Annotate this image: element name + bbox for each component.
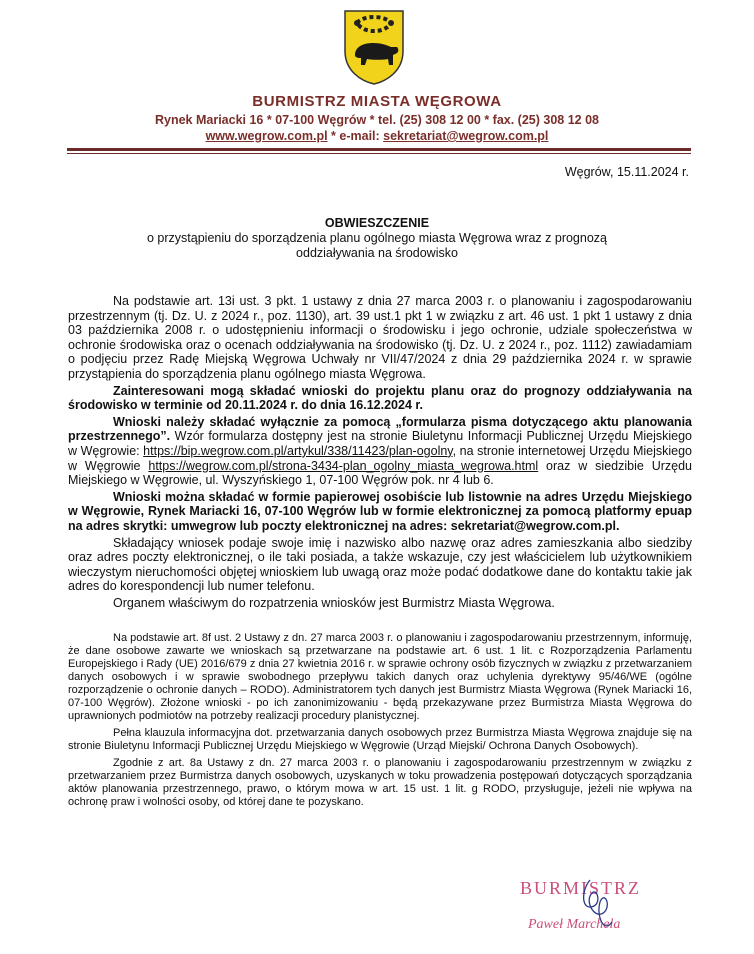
form-requirement: Wnioski należy składać wyłącznie za pomocą „formularza pisma dotyczącego aktu planowania przestrzennego”.	[68, 414, 692, 444]
rodo-paragraph-3: Zgodnie z art. 8a Ustawy z dn. 27 marca 2003 r. o planowaniu i zagospodarowaniu przestrzennym w związku z przetwarzaniem przez Burmistrza danych osobowych, uzyskanych w toku prowadzenia postępowań dotyczących sporządzania aktów planowania przestrzennego, prawo, o którym mowa w art. 15 ust. 1 lit. g RODO, przysługuje, jeżeli nie wpływa na ochronę praw i wolności osoby, od której dane te pozyskano.	[68, 757, 692, 808]
website-plan-link[interactable]: https://wegrow.com.pl/strona-3434-plan_ogolny_miasta_wegrowa.html	[148, 458, 539, 473]
coat-of-arms-icon	[343, 9, 405, 85]
bip-link[interactable]: https://bip.wegrow.com.pl/artykul/338/11423/plan-ogolny	[143, 443, 453, 458]
rodo-paragraph-2: Pełna klauzula informacyjna dot. przetwarzania danych osobowych przez Burmistrza Miasta Węgrowa znajduje się na stronie Biuletynu Informacji Publicznej Urzędu Miejskiego w Węgrowie (Urząd Miejski/ Ochrona Danych Osobowych).	[68, 727, 692, 752]
paragraph-authority: Organem właściwym do rozpatrzenia wniosków jest Burmistrz Miasta Węgrowa.	[113, 595, 555, 610]
paragraph-submission	[68, 490, 692, 534]
header-rule-thin	[67, 153, 691, 154]
notice-body	[68, 294, 692, 612]
mayor-stamp-signature	[520, 872, 660, 942]
issuer-title: BURMISTRZ MIASTA WĘGROWA	[252, 93, 502, 110]
paragraph-applicant-data: Składający wniosek podaje swoje imię i nazwisko albo nazwę oraz adres zamieszkania albo siedziby oraz adres poczty elektronicznej, o ile taki posiada, a także wskazuje, czy jest właścicielem lub użytkownikiem wieczystym nieruchomości objętej wnioskiem lub uwagą oraz może podać dodatkowe dane do kontaktu takie jak adres do korespondencji lub numer telefonu.	[68, 535, 692, 594]
paragraph-form	[68, 415, 692, 488]
issuer-address: Rynek Mariacki 16 * 07-100 Węgrów * tel. (25) 308 12 00 * fax. (25) 308 12 08	[154, 113, 599, 127]
notice-title: OBWIESZCZENIE	[324, 216, 430, 230]
form-text-b: , na stronie internetowej Urzędu Miejskiego w Węgrowie	[68, 443, 692, 473]
email-label: * e-mail:	[327, 129, 384, 143]
paragraph-legal-basis: Na podstawie art. 13i ust. 3 pkt. 1 ustawy z dnia 27 marca 2003 r. o planowaniu i zagospodarowaniu przestrzennym (tj. Dz. U. z 2024 r., poz. 1130), art. 39 ust.1 pkt 1 w związku z art. 46 ust. 1 pkt 1 ustawy z dnia 03 października 2008 r. o udostępnieniu informacji o środowisku i jego ochronie, udziale społeczeństwa w ochronie środowiska oraz o ocenach oddziaływania na środowisko (tj. Dz. U. z 2024 r., poz. 1112) zawiadamiam o podjęciu przez Radę Miejską Węgrowa Uchwały nr VII/47/2024 z dnia 29 października 2024 r. w sprawie przystąpienia do sporządzenia planu ogólnego miasta Węgrowa.	[68, 294, 692, 381]
form-text-c: oraz w siedzibie Urzędu Miejskiego w Węgrowie, ul. Wyszyńskiego 1, 07-100 Węgrów pok. nr 4 lub 6.	[68, 458, 692, 488]
header-rule	[67, 148, 691, 151]
rodo-paragraph-1: Na podstawie art. 8f ust. 2 Ustawy z dn. 27 marca 2003 r. o planowaniu i zagospodarowaniu przestrzennym, informuję, że dane osobowe zawarte we wnioskach są przetwarzane na podstawie art. 6 ust. 1 lit. c Rozporządzenia Parlamentu Europejskiego i Rady (UE) 2016/679 z dnia 27 kwietnia 2016 r. w sprawie ochrony osób fizycznych w związku z przetwarzaniem danych osobowych i w sprawie swobodnego przepływu takich danych oraz uchylenia dyrektywy 95/46/WE (ogólne rozporządzenie o ochronie danych – RODO). Administratorem tych danych jest Burmistrz Miasta Węgrowa (Rynek Mariacki 16, 07-100 Węgrów). Złożone wnioski - po ich zanonimizowaniu - będą przekazywane przez Burmistrza Miasta Węgrowa do uprawnionych podmiotów na potrzeby realizacji procedury planistycznej.	[68, 632, 692, 722]
email-link[interactable]: sekretariat@wegrow.com.pl	[383, 129, 549, 143]
stamp-title: BURMISTRZ	[520, 878, 642, 898]
submission-text: Wnioski można składać w formie papierowej osobiście lub listownie na adres Urzędu Miejskiego w Węgrowie, Rynek Mariacki 16, 07-100 Węgrów lub w formie elektronicznej za pomocą platformy epuap na adres skrytki: umwegrow lub poczty elektronicznej na adres: sekretariat@wegrow.com.pl.	[68, 489, 692, 533]
paragraph-deadline	[68, 384, 692, 413]
rodo-section	[68, 632, 692, 813]
form-text-a: Wzór formularza dostępny jest na stronie Biuletynu Informacji Publicznej Urzędu Miejskiego w Węgrowie:	[68, 429, 692, 458]
stamp-name: Paweł Marchela	[528, 917, 621, 932]
website-link[interactable]: www.wegrow.com.pl	[205, 129, 328, 143]
document-date: Węgrów, 15.11.2024 r.	[564, 165, 689, 179]
deadline-text: Zainteresowani mogą składać wnioski do projektu planu oraz do prognozy oddziaływania na środowisko w terminie od 20.11.2024 r. do dnia 16.12.2024 r.	[68, 383, 692, 413]
notice-subtitle: o przystąpieniu do sporządzenia planu ogólnego miasta Węgrowa wraz z prognozą oddziaływania na środowisko	[147, 231, 607, 260]
issuer-contact	[0, 129, 754, 143]
